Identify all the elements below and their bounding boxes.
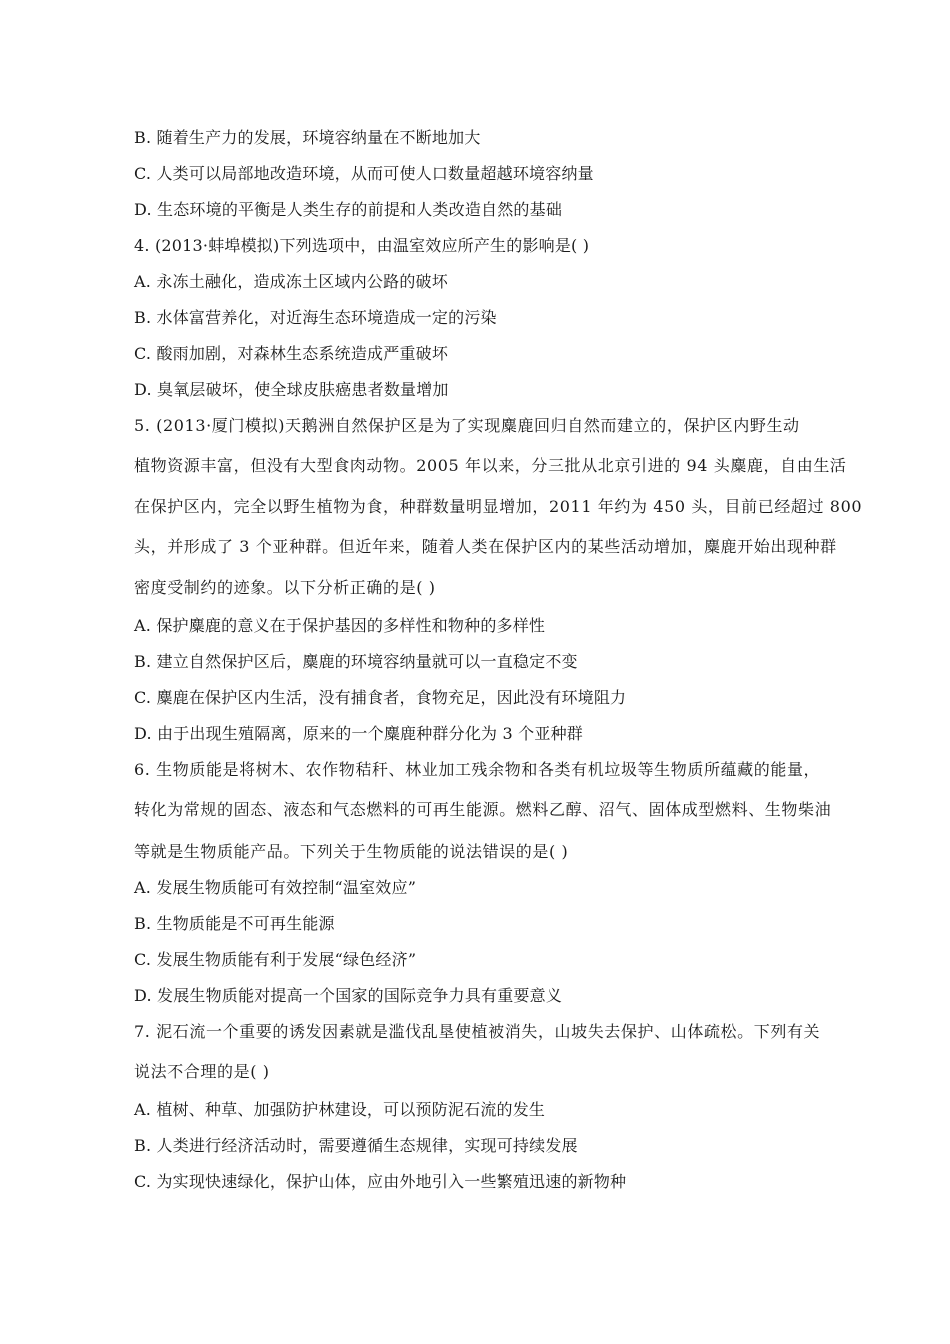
question-5-stem-line1: 5. (2013·厦门模拟)天鹅洲自然保护区是为了实现麋鹿回归自然而建立的，保护区内野生动 [134, 416, 800, 435]
question-7-stem-line1: 7. 泥石流一个重要的诱发因素就是滥伐乱垦使植被消失，山坡失去保护、山体疏松。下列有关 [134, 1022, 821, 1041]
option-6c: C. 发展生物质能有利于发展“绿色经济” [134, 950, 417, 969]
question-4-stem: 4. (2013·蚌埠模拟)下列选项中，由温室效应所产生的影响是( ) [134, 236, 590, 255]
question-5-stem-line2: 植物资源丰富，但没有大型食肉动物。2005 年以来，分三批从北京引进的 94 头麋鹿，自由生活 [134, 456, 847, 475]
question-6-stem-line2: 转化为常规的固态、液态和气态燃料的可再生能源。燃料乙醇、沼气、固体成型燃料、生物柴油 [134, 800, 832, 819]
option-7b: B. 人类进行经济活动时，需要遵循生态规律，实现可持续发展 [134, 1136, 578, 1155]
option-7c: C. 为实现快速绿化，保护山体，应由外地引入一些繁殖迅速的新物种 [134, 1172, 627, 1191]
option-6a: A. 发展生物质能可有效控制“温室效应” [134, 878, 417, 897]
option-5b: B. 建立自然保护区后，麋鹿的环境容纳量就可以一直稳定不变 [134, 652, 578, 671]
question-5-stem-line3: 在保护区内，完全以野生植物为食，种群数量明显增加，2011 年约为 450 头，目前已经超过 800 [134, 497, 863, 516]
option-6d: D. 发展生物质能对提高一个国家的国际竞争力具有重要意义 [134, 986, 563, 1005]
option-5c: C. 麋鹿在保护区内生活，没有捕食者，食物充足，因此没有环境阻力 [134, 688, 627, 707]
option-4d: D. 臭氧层破坏，使全球皮肤癌患者数量增加 [134, 380, 449, 399]
option-5a: A. 保护麋鹿的意义在于保护基因的多样性和物种的多样性 [134, 616, 546, 635]
question-6-stem-line1: 6. 生物质能是将树木、农作物秸秆、林业加工残余物和各类有机垃圾等生物质所蕴藏的能量， [134, 760, 821, 779]
option-7a: A. 植树、种草、加强防护林建设，可以预防泥石流的发生 [134, 1100, 546, 1119]
option-3c: C. 人类可以局部地改造环境，从而可使人口数量超越环境容纳量 [134, 164, 594, 183]
option-6b: B. 生物质能是不可再生能源 [134, 914, 335, 933]
option-3b: B. 随着生产力的发展，环境容纳量在不断地加大 [134, 128, 481, 147]
option-4c: C. 酸雨加剧，对森林生态系统造成严重破坏 [134, 344, 449, 363]
option-5d: D. 由于出现生殖隔离，原来的一个麋鹿种群分化为 3 个亚种群 [134, 724, 583, 743]
question-5-stem-line4: 头，并形成了 3 个亚种群。但近年来，随着人类在保护区内的某些活动增加，麋鹿开始出现种群 [134, 537, 837, 556]
question-6-stem-line3: 等就是生物质能产品。下列关于生物质能的说法错误的是( ) [134, 842, 569, 861]
question-7-stem-line2: 说法不合理的是( ) [134, 1062, 270, 1081]
option-4a: A. 永冻土融化，造成冻土区域内公路的破坏 [134, 272, 448, 291]
question-5-stem-line5: 密度受制约的迹象。以下分析正确的是( ) [134, 578, 436, 597]
option-3d: D. 生态环境的平衡是人类生存的前提和人类改造自然的基础 [134, 200, 563, 219]
option-4b: B. 水体富营养化，对近海生态环境造成一定的污染 [134, 308, 497, 327]
